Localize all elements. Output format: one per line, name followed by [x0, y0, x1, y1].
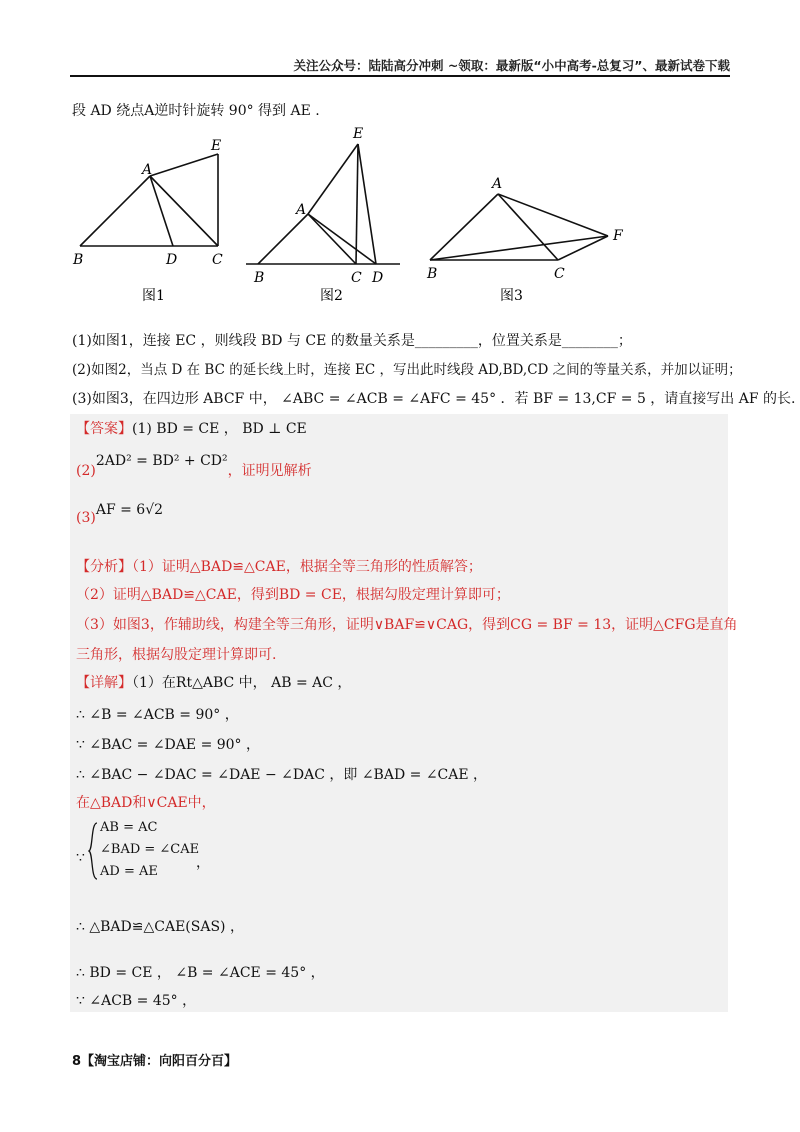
- fig2-label-c: C: [351, 270, 362, 286]
- header-rule: [70, 75, 730, 77]
- analysis-tag: 【分析】: [76, 559, 132, 575]
- system-eq-2: ∠BAD = ∠CAE: [100, 842, 200, 857]
- fig1-label-c: C: [212, 252, 223, 268]
- answer-2-formula: 2AD² = BD² + CD²: [95, 453, 228, 469]
- answer-line-3: [76, 502, 164, 526]
- system-eq-3: AD = AE: [100, 864, 158, 879]
- analysis-3a: （3）如图3，作辅助线，构建全等三角形，证明∨BAF≌∨CAG，得到CG = BF = 13，证明△CFG是直角: [76, 617, 738, 633]
- detail-tag: 【详解】: [76, 675, 132, 691]
- fig1-label-d: D: [166, 252, 178, 268]
- detail-7: ∴ BD = CE ， ∠B = ∠ACE = 45° ，: [76, 965, 325, 981]
- detail-5: 在△BAD和∨CAE中，: [76, 795, 216, 811]
- answer-1: (1) BD = CE ， BD ⊥ CE: [132, 421, 307, 437]
- answer-3-prefix: (3): [76, 510, 96, 526]
- detail-2: ∴ ∠B = ∠ACB = 90° ，: [76, 707, 239, 723]
- detail-8: ∵ ∠ACB = 45° ，: [76, 993, 197, 1009]
- analysis-1: （1）证明△BAD≌△CAE，根据全等三角形的性质解答；: [132, 559, 482, 575]
- answer-tag: 【答案】: [76, 421, 132, 437]
- fig2-label-b: B: [254, 270, 265, 286]
- answer-line-2: [76, 450, 312, 479]
- analysis-3b: 三角形，根据勾股定理计算即可.: [76, 647, 277, 663]
- detail-line-1: [76, 672, 351, 692]
- system-brace: [88, 822, 98, 880]
- fig3-label-f: F: [613, 228, 623, 244]
- answer-2-suffix: ，证明见解析: [227, 463, 312, 479]
- detail-4: ∴ ∠BAC − ∠DAC = ∠DAE − ∠DAC ，即 ∠BAD = ∠CAE ，: [76, 767, 488, 783]
- answer-2-prefix: (2): [76, 463, 96, 479]
- analysis-2: （2）证明△BAD≌△CAE，得到BD = CE，根据勾股定理计算即可；: [76, 587, 510, 603]
- page-footer: 8【淘宝店铺：向阳百分百】: [72, 1054, 238, 1069]
- detail-6: ∴ △BAD≌△CAE(SAS) ，: [76, 919, 244, 935]
- page-header: 关注公众号：陆陆高分冲刺 ~领取：最新版“小中高考-总复习”、最新试卷下载: [293, 58, 730, 73]
- detail-1: （1）在Rt△ABC 中， AB = AC ，: [132, 675, 352, 691]
- question-2: (2)如图2，当点 D 在 BC 的延长线上时，连接 EC ，写出此时线段 AD,BD,CD 之间的等量关系，并加以证明；: [72, 362, 742, 378]
- detail-3: ∵ ∠BAC = ∠DAE = 90° ，: [76, 737, 261, 753]
- fig3-label-c: C: [554, 266, 565, 282]
- figure-3: [430, 194, 608, 260]
- figures: [70, 118, 730, 308]
- fig3-caption: 图3: [500, 288, 523, 304]
- fig2-label-a: A: [296, 202, 307, 218]
- system-comma: ，: [196, 855, 210, 871]
- fig2-label-d: D: [372, 270, 384, 286]
- fig2-label-e: E: [353, 126, 364, 142]
- fig1-label-a: A: [142, 162, 153, 178]
- question-1: (1)如图1，连接 EC ，则线段 BD 与 CE 的数量关系是_________，位置关系是________；: [72, 333, 632, 349]
- because-symbol: ∵: [76, 850, 85, 866]
- analysis-line-1: [76, 556, 482, 576]
- fig1-caption: 图1: [142, 288, 165, 304]
- answer-3-formula: AF = 6√2: [95, 502, 164, 518]
- answer-line-1: [76, 418, 307, 438]
- fig3-label-b: B: [427, 266, 438, 282]
- figure-2: [246, 144, 400, 264]
- system-eq-1: AB = AC: [100, 820, 158, 835]
- fig3-label-a: A: [492, 176, 503, 192]
- fig1-label-e: E: [211, 138, 222, 154]
- intro-text: 段 AD 绕点A逆时针旋转 90° 得到 AE .: [72, 103, 320, 119]
- question-3: (3)如图3，在四边形 ABCF 中， ∠ABC = ∠ACB = ∠AFC = 45° ．若 BF = 13,CF = 5 ，请直接写出 AF 的长.: [72, 391, 796, 407]
- fig1-label-b: B: [73, 252, 84, 268]
- fig2-caption: 图2: [320, 288, 343, 304]
